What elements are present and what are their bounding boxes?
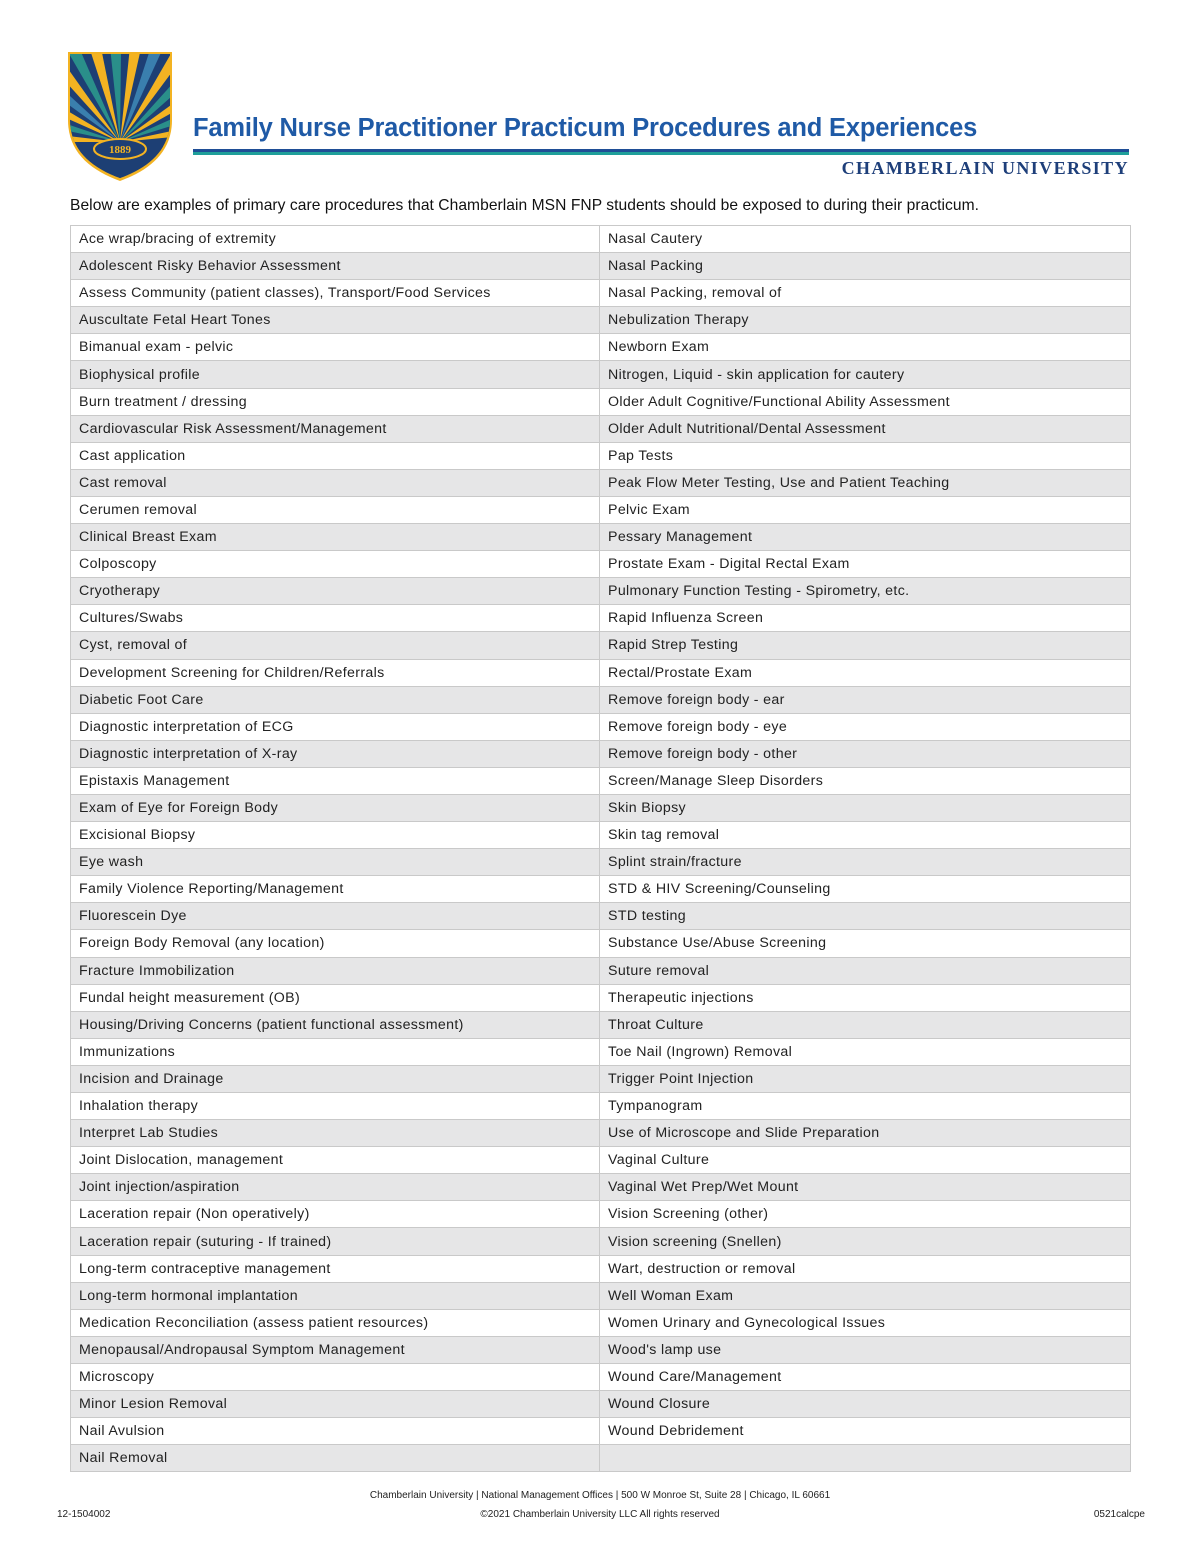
procedure-cell-right: Vaginal Culture [600,1147,1131,1174]
procedure-cell-right: Therapeutic injections [600,984,1131,1011]
procedure-cell-right: Splint strain/fracture [600,849,1131,876]
table-row [71,1201,1131,1228]
procedure-cell-left: Immunizations [71,1038,600,1065]
procedure-cell-right: Older Adult Nutritional/Dental Assessment [600,415,1131,442]
table-row [71,1336,1131,1363]
procedure-cell-left: Long-term hormonal implantation [71,1282,600,1309]
table-row [71,1174,1131,1201]
procedure-cell-left: Foreign Body Removal (any location) [71,930,600,957]
procedure-cell-left: Diabetic Foot Care [71,686,600,713]
procedure-cell-right: Remove foreign body - ear [600,686,1131,713]
table-row [71,1418,1131,1445]
table-row [71,226,1131,253]
table-row [71,307,1131,334]
procedure-cell-right: Substance Use/Abuse Screening [600,930,1131,957]
procedure-cell-left: Ace wrap/bracing of extremity [71,226,600,253]
procedure-cell-left: Housing/Driving Concerns (patient functional assessment) [71,1011,600,1038]
procedure-cell-right: Toe Nail (Ingrown) Removal [600,1038,1131,1065]
logo-year: 1889 [109,144,131,156]
procedure-cell-right: Pelvic Exam [600,496,1131,523]
table-row [71,1120,1131,1147]
procedure-cell-right: Remove foreign body - other [600,740,1131,767]
procedure-cell-left: Nail Avulsion [71,1418,600,1445]
table-row [71,740,1131,767]
procedure-cell-left: Bimanual exam - pelvic [71,334,600,361]
procedure-cell-left: Biophysical profile [71,361,600,388]
footer-address: Chamberlain University | National Management Offices | 500 W Monroe St, Suite 28 | Chicago, IL 60661 [369,1490,831,1501]
procedure-cell-right: Pulmonary Function Testing - Spirometry, etc. [600,578,1131,605]
procedure-cell-left: Laceration repair (Non operatively) [71,1201,600,1228]
table-row [71,334,1131,361]
procedure-cell-left: Medication Reconciliation (assess patient resources) [71,1309,600,1336]
procedure-cell-left: Incision and Drainage [71,1065,600,1092]
procedure-cell-right: Nitrogen, Liquid - skin application for cautery [600,361,1131,388]
chamberlain-crest-logo [66,50,174,182]
table-row [71,767,1131,794]
procedure-cell-right: Older Adult Cognitive/Functional Ability Assessment [600,388,1131,415]
footer-doc-id: 0521calcpe [1093,1509,1145,1520]
table-row [71,876,1131,903]
procedure-cell-right: Peak Flow Meter Testing, Use and Patient Teaching [600,469,1131,496]
procedure-cell-right: Throat Culture [600,1011,1131,1038]
procedure-cell-right: Vision screening (Snellen) [600,1228,1131,1255]
table-row [71,1093,1131,1120]
table-row [71,388,1131,415]
table-row [71,1255,1131,1282]
procedure-cell-left: Cyst, removal of [71,632,600,659]
procedure-cell-left: Nail Removal [71,1445,600,1472]
procedure-cell-left: Interpret Lab Studies [71,1120,600,1147]
procedure-cell-left: Cast removal [71,469,600,496]
table-row [71,1309,1131,1336]
procedure-cell-right: Prostate Exam - Digital Rectal Exam [600,551,1131,578]
procedure-cell-right: Skin tag removal [600,822,1131,849]
table-row [71,1147,1131,1174]
procedure-cell-left: Auscultate Fetal Heart Tones [71,307,600,334]
page-title: Family Nurse Practitioner Practicum Procedures and Experiences [193,114,978,142]
table-row [71,957,1131,984]
table-row [71,713,1131,740]
procedure-cell-left: Long-term contraceptive management [71,1255,600,1282]
table-row [71,686,1131,713]
procedure-cell-right: Wound Care/Management [600,1363,1131,1390]
procedure-cell-right: Newborn Exam [600,334,1131,361]
table-row [71,1065,1131,1092]
table-row [71,849,1131,876]
procedure-cell-left: Joint injection/aspiration [71,1174,600,1201]
procedure-cell-right: Skin Biopsy [600,794,1131,821]
university-wordmark: CHAMBERLAIN UNIVERSITY [841,158,1129,178]
procedure-cell-left: Cultures/Swabs [71,605,600,632]
procedure-cell-left: Fracture Immobilization [71,957,600,984]
procedure-cell-left: Assess Community (patient classes), Transport/Food Services [71,280,600,307]
table-row [71,1011,1131,1038]
procedure-cell-right: Pessary Management [600,524,1131,551]
table-row [71,524,1131,551]
table-row [71,551,1131,578]
procedure-cell-left: Fundal height measurement (OB) [71,984,600,1011]
procedure-cell-right: Rapid Strep Testing [600,632,1131,659]
procedure-cell-left: Microscopy [71,1363,600,1390]
table-row [71,903,1131,930]
procedure-cell-left: Development Screening for Children/Referrals [71,659,600,686]
table-row [71,496,1131,523]
table-row [71,280,1131,307]
procedure-cell-left: Inhalation therapy [71,1093,600,1120]
procedure-cell-right: Rectal/Prostate Exam [600,659,1131,686]
procedure-cell-left: Cast application [71,442,600,469]
table-row [71,1363,1131,1390]
procedure-cell-right: Nasal Packing, removal of [600,280,1131,307]
table-row [71,1391,1131,1418]
table-row [71,415,1131,442]
procedure-cell-right [600,1445,1131,1472]
procedure-cell-right: Pap Tests [600,442,1131,469]
procedure-cell-right: Suture removal [600,957,1131,984]
table-row [71,469,1131,496]
procedure-cell-left: Cryotherapy [71,578,600,605]
table-row [71,822,1131,849]
table-row [71,1228,1131,1255]
procedure-cell-right: Use of Microscope and Slide Preparation [600,1120,1131,1147]
procedure-cell-right: Wood's lamp use [600,1336,1131,1363]
procedure-cell-right: Vision Screening (other) [600,1201,1131,1228]
procedure-cell-left: Menopausal/Andropausal Symptom Management [71,1336,600,1363]
procedure-cell-left: Laceration repair (suturing - If trained) [71,1228,600,1255]
procedure-cell-left: Cerumen removal [71,496,600,523]
procedure-cell-left: Colposcopy [71,551,600,578]
procedure-cell-right: Trigger Point Injection [600,1065,1131,1092]
procedure-cell-left: Diagnostic interpretation of ECG [71,713,600,740]
procedure-cell-left: Family Violence Reporting/Management [71,876,600,903]
procedures-table [70,225,1131,1472]
table-row [71,253,1131,280]
procedure-cell-right: Tympanogram [600,1093,1131,1120]
procedure-cell-right: Wart, destruction or removal [600,1255,1131,1282]
procedure-cell-right: Screen/Manage Sleep Disorders [600,767,1131,794]
procedure-cell-left: Epistaxis Management [71,767,600,794]
procedure-cell-right: Women Urinary and Gynecological Issues [600,1309,1131,1336]
table-row [71,605,1131,632]
footer-copyright: ©2021 Chamberlain University LLC All rights reserved [480,1509,720,1520]
table-row [71,442,1131,469]
procedure-cell-left: Eye wash [71,849,600,876]
procedure-cell-right: Rapid Influenza Screen [600,605,1131,632]
procedure-cell-left: Exam of Eye for Foreign Body [71,794,600,821]
procedure-cell-right: Wound Debridement [600,1418,1131,1445]
procedure-cell-left: Joint Dislocation, management [71,1147,600,1174]
table-row [71,984,1131,1011]
procedure-cell-left: Burn treatment / dressing [71,388,600,415]
table-row [71,659,1131,686]
table-row [71,632,1131,659]
procedure-cell-left: Cardiovascular Risk Assessment/Management [71,415,600,442]
table-row [71,578,1131,605]
procedure-cell-left: Excisional Biopsy [71,822,600,849]
procedure-cell-right: Vaginal Wet Prep/Wet Mount [600,1174,1131,1201]
table-row [71,361,1131,388]
procedure-cell-right: Nasal Packing [600,253,1131,280]
procedure-cell-right: STD & HIV Screening/Counseling [600,876,1131,903]
table-row [71,1282,1131,1309]
procedure-cell-left: Diagnostic interpretation of X-ray [71,740,600,767]
procedure-cell-right: STD testing [600,903,1131,930]
table-row [71,794,1131,821]
table-row [71,930,1131,957]
procedure-cell-right: Well Woman Exam [600,1282,1131,1309]
procedure-cell-left: Clinical Breast Exam [71,524,600,551]
procedure-cell-right: Wound Closure [600,1391,1131,1418]
procedure-cell-left: Minor Lesion Removal [71,1391,600,1418]
table-row [71,1038,1131,1065]
procedure-cell-left: Adolescent Risky Behavior Assessment [71,253,600,280]
title-rule-teal [193,152,1129,155]
intro-text: Below are examples of primary care procedures that Chamberlain MSN FNP students should be exposed to during their practicum. [70,197,980,214]
procedure-cell-right: Nebulization Therapy [600,307,1131,334]
footer-code: 12-1504002 [57,1509,111,1520]
procedure-cell-left: Fluorescein Dye [71,903,600,930]
procedure-cell-right: Nasal Cautery [600,226,1131,253]
procedure-cell-right: Remove foreign body - eye [600,713,1131,740]
table-row [71,1445,1131,1472]
